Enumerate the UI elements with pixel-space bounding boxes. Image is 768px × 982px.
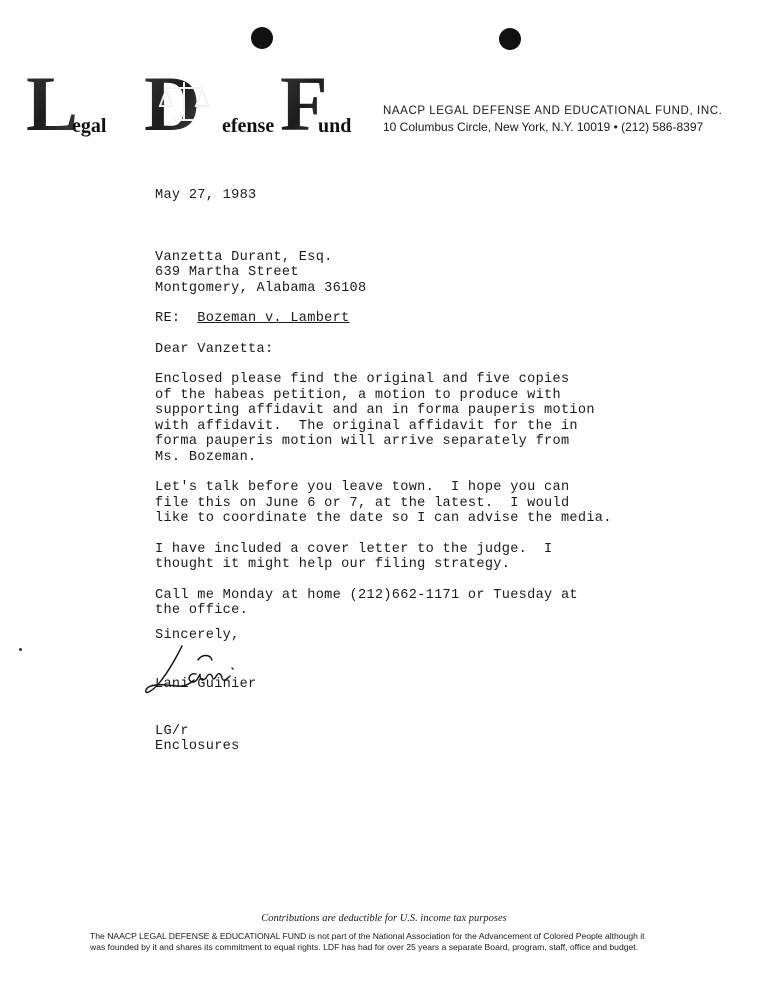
- paragraph-line: supporting affidavit and an in forma pauperis motion: [155, 403, 595, 418]
- logo-word-egal: egal: [72, 115, 107, 137]
- recipient-line: 639 Martha Street: [155, 265, 299, 280]
- paragraph-line: file this on June 6 or 7, at the latest. I would: [155, 495, 570, 511]
- org-info: [383, 104, 743, 135]
- footer-note-line: was founded by it and shares its commitment to equal rights. LDF has had for over 25 years a separate Board, program, staff, office and budget.: [90, 942, 639, 952]
- re-case: Bozeman v. Lambert: [197, 311, 350, 326]
- recipient-line: Vanzetta Durant, Esq.: [155, 249, 333, 265]
- closing: Sincerely,: [155, 627, 240, 643]
- handwritten-signature: [140, 640, 250, 702]
- paragraph-line: Enclosed please find the original and five copies: [155, 372, 570, 387]
- paragraph-line: like to coordinate the date so I can advise the media.: [155, 511, 612, 526]
- paragraph-line: Call me Monday at home (212)662-1171 or Tuesday at: [155, 587, 578, 603]
- logo-letter-d: D: [144, 68, 201, 138]
- paragraph-line: I have included a cover letter to the judge. I: [155, 541, 553, 557]
- logo-word-efense: efense: [222, 115, 275, 137]
- re-line: [155, 311, 715, 327]
- punch-hole-right: [499, 28, 521, 50]
- signature-name: Lani Guinier: [155, 677, 257, 692]
- paragraph-line: Ms. Bozeman.: [155, 449, 257, 465]
- paragraph: [155, 542, 715, 573]
- paragraph-line: with affidavit. The original affidavit for the in: [155, 418, 578, 434]
- ldf-logo: [26, 68, 364, 138]
- paragraph: [155, 372, 715, 465]
- recipient-line: Montgomery, Alabama 36108: [155, 280, 367, 296]
- paragraph-line: of the habeas petition, a motion to produce with: [155, 387, 561, 403]
- footer: [0, 912, 768, 926]
- footer-title: Contributions are deductible for U.S. income tax purposes: [261, 913, 507, 924]
- footer-note: [90, 931, 690, 953]
- paragraph-line: Let's talk before you leave town. I hope you can: [155, 480, 570, 495]
- letter-date: May 27, 1983: [155, 188, 257, 203]
- paragraph: [155, 480, 715, 527]
- logo-letter-l: L: [26, 68, 79, 138]
- footer-note-line: The NAACP LEGAL DEFENSE & EDUCATIONAL FUND is not part of the National Association for the Advancement of Colored People although it: [90, 931, 645, 941]
- initials: LG/r: [155, 723, 189, 739]
- enclosures: Enclosures: [155, 739, 240, 754]
- salutation: Dear Vanzetta:: [155, 341, 274, 357]
- paragraph-line: thought it might help our filing strategy.: [155, 557, 511, 572]
- paragraph-line: the office.: [155, 603, 249, 618]
- punch-hole-left: [251, 27, 273, 49]
- org-address: 10 Columbus Circle, New York, N.Y. 10019 • (212) 586-8397: [383, 120, 704, 134]
- paragraph-line: forma pauperis motion will arrive separately from: [155, 434, 570, 449]
- paragraph: [155, 588, 715, 619]
- org-name: NAACP LEGAL DEFENSE AND EDUCATIONAL FUND, INC.: [383, 105, 723, 117]
- re-label: RE:: [155, 311, 181, 326]
- speck: [19, 648, 22, 651]
- logo-word-und: und: [318, 115, 352, 137]
- logo-letter-f: F: [280, 68, 328, 138]
